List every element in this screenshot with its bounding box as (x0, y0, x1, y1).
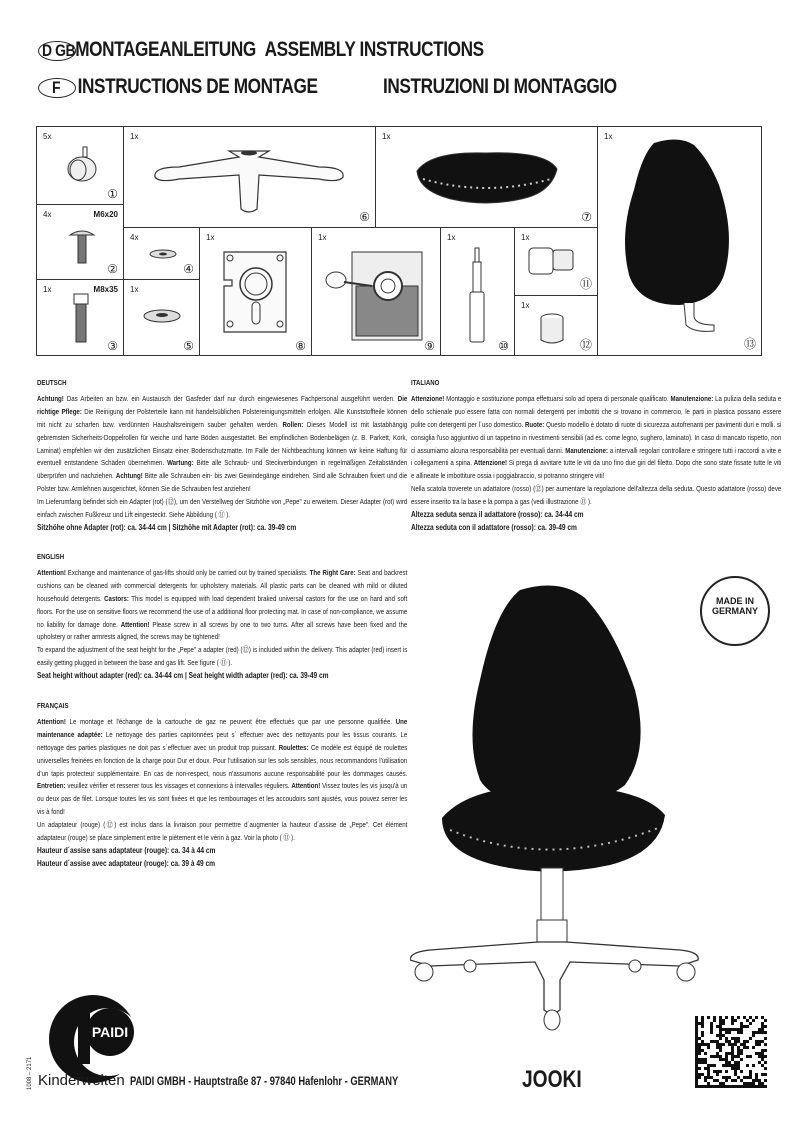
part-number: ① (107, 187, 118, 201)
bold-label: Rollen: (282, 419, 304, 429)
paragraph (411, 483, 781, 509)
body-text: La pulizia della seduta e dello schienale puo´essere fatta con normali detergenti per imbottiti che si trovano in commercio, le parti in plastica possano essere pulite con detergenti per l´uso domestico. (411, 393, 782, 429)
part-washer-large (124, 280, 200, 356)
model-name: JOOKI (522, 1066, 582, 1093)
seat-icon (411, 149, 561, 209)
part-screw-m8x35 (37, 280, 124, 356)
part-number: ⑪ (579, 277, 592, 291)
bold-label: Manutenzione: (565, 445, 609, 455)
parts-grid (36, 126, 762, 356)
part-number: ⑤ (183, 339, 194, 353)
body-text: Ce modèle est équipé de roulettes universelles freinées en fonction de la charge pour Dur et doux. Pour l'utilisation sur les sols sensibles, nous recommandons l'utilisation d'un tapis protecteur supplémentaire. En cas de non-respect, nous n'assumons aucune responsabilité pour les dommages causés. (37, 742, 408, 778)
part-number: ④ (183, 262, 194, 276)
part-qty: 1x (318, 233, 327, 242)
part-number: ⑧ (295, 339, 306, 353)
part-number: ③ (107, 339, 118, 353)
part-qty: 4x (130, 233, 139, 242)
part-backrest (598, 127, 761, 355)
part-screw-m6x20 (37, 205, 124, 280)
seat-height-spec: Seat height without adapter (red): ca. 34-44 cm | Seat height width adapter (red): ca. 39-49 cm (37, 671, 329, 681)
part-qty: 1x (206, 233, 215, 242)
body-text: Das Arbeiten an bzw. ein Austausch der Gasfeder darf nur durch eingewiesenes Fachpersonal ausgeführt werden. (63, 393, 398, 403)
body-text: Questo modello è dotato di ruote di sicurezza autofrenanti per pavimenti duri e molli. si consiglia l'uso aggiuntivo di un tappetino in rivestimenti sensibili (ad es. come legno, sughero, laminato). In caso di mancato rispetto, non ci assumiamo alcuna responsabilità per eventuali danni. (411, 419, 782, 455)
part-gas-lift (441, 228, 515, 356)
part-qty: 1x (130, 285, 139, 294)
screw-icon (67, 227, 97, 267)
bolt-icon (67, 292, 97, 344)
body-text: Le nettoyage des parties capitonnées peut s´ effectuer avec des nettoyants pour les tissus courants. Le nettoyage des parties plastiques ne doit pas s´effectuer avec un produit trop puissant. (37, 729, 408, 752)
bold-label: Achtung! (115, 471, 143, 481)
section-francais (37, 700, 407, 871)
star-base-icon (149, 137, 349, 217)
chair-backrest (473, 586, 641, 806)
caster-icon (62, 145, 102, 185)
section-italiano (411, 377, 781, 535)
body-text: To expand the adjustment of the seat height for the „Pepe" a adapter (red) (⑫) is included within the delivery. This adapter (red) insert is easily getting plugged in between the base and gas lift. See figure ( ⑪ ). (37, 645, 408, 668)
body-text: Si prega di avvitare tutte le viti da uno fino due giri del filetto. Dopo che sono state fissate tutte le viti e allineate le imbottiture ossia i poggiabraccio, si potranno stringere viti! (411, 458, 782, 481)
seat-height-spec: Sitzhöhe ohne Adapter (rot): ca. 34-44 cm | Sitzhöhe mit Adapter (rot): ca. 39-49 cm (37, 522, 297, 532)
paragraph (411, 522, 781, 535)
paidi-logo (48, 994, 138, 1084)
paragraph (37, 845, 407, 858)
bold-label: Die richtige Pflege: (37, 393, 408, 416)
lang-code-d-gb: D GB (42, 41, 76, 60)
section-heading: FRANÇAIS (37, 701, 69, 710)
logo-text: PAIDI (91, 1024, 129, 1040)
part-qty: 1x (382, 132, 391, 141)
paragraph (37, 393, 407, 496)
bold-label: Attention! (120, 619, 150, 629)
bold-label: Achtung! (37, 393, 64, 403)
body-text: Die Reinigung der Polsterteile kann mit handelsüblichen Polstereinigungsmitteln erfolgen. Alle Kunststoffteile können mit nicht zu scharfen bzw. verdünnten Haushaltsreinigern sauber gehalten werden. (37, 406, 408, 429)
body-text: a intervalli regolari controllare e stringere tutti i raccordi a vite e i collegamenti a spina. (411, 445, 782, 468)
bold-label: Attention! (37, 716, 66, 726)
company-address: PAIDI GMBH - Hauptstraße 87 - 97840 Hafenlohr - GERMANY (130, 1074, 399, 1088)
part-number: ⑩ (498, 339, 509, 353)
part-mechanism (312, 228, 441, 356)
part-number: ⑬ (743, 337, 756, 351)
part-qty: 4x (43, 210, 52, 219)
mechanism-icon (322, 246, 432, 346)
bold-label: Wartung: (167, 458, 194, 468)
bold-label: The Right Care: (309, 567, 356, 577)
part-adapter-red (515, 296, 598, 356)
paragraph (37, 858, 407, 871)
paragraph (37, 496, 407, 522)
body-text: Le montage et l'échange de la cartouche de gaz ne peuvent être effectués que par une personne qualifiée. (65, 716, 396, 726)
bold-label: Ruote: (524, 419, 545, 429)
chair-seat (442, 786, 665, 872)
part-caster (37, 127, 124, 205)
badge-line-2: GERMANY (711, 606, 758, 616)
part-seat (376, 127, 598, 228)
body-text: Vissez toutes les vis jusqu'à un ou deux pas de filet. Lorsque toutes les vis sont fixées et que les rembourrages et les accoudoirs sont ajustés, vous pouvez serrer les vis à fond! (37, 781, 408, 817)
mounting-plate-icon (220, 250, 290, 335)
seat-height-spec: Hauteur d´assise sans adaptateur (rouge): ca. 34 à 44 cm (37, 845, 216, 855)
body-text: Bitte alle Schraub- und Steckverbindungen in regelmäßigen Zeitabständen überprüfen und nachziehen. (37, 458, 408, 481)
part-spec: M6x20 (93, 210, 118, 219)
part-base (124, 127, 376, 228)
body-text: veuillez vérifier et resserer tous les vissages et connexions à intervalles réguliers. (65, 781, 292, 791)
paragraph (37, 567, 407, 644)
badge-line-1: MADE IN (716, 596, 754, 606)
part-spec: M8x35 (93, 285, 118, 294)
body-text: Im Lieferumfang befindet sich ein Adapter (rot) (⑫), um den Verstellweg der Sitzhöhe von „Pepe" zu erweitern. Dieser Adapter (rot) wird einfach zwischen Fußkreuz und Lift eingesteckt. Siehe Abbildung ( ⑪ ). (37, 497, 408, 520)
body-text: Montaggio e sostituzione pompa effettuarsi solo ad opera di personale qualificato. (444, 393, 671, 403)
part-number: ⑥ (359, 210, 370, 224)
section-heading: ENGLISH (37, 552, 65, 561)
title-de: MONTAGEANLEITUNG (75, 38, 256, 61)
document-code: 1008 – 2171 (27, 1056, 33, 1090)
paragraph (37, 716, 407, 819)
title-fr: INSTRUCTIONS DE MONTAGE (77, 75, 318, 98)
title-en: ASSEMBLY INSTRUCTIONS (264, 38, 484, 61)
washer-icon (142, 308, 182, 324)
washer-icon (148, 248, 178, 260)
bold-label: Attenzione! (411, 393, 445, 403)
data-matrix-code (695, 1016, 767, 1088)
section-heading: DEUTSCH (37, 378, 67, 387)
part-number: ⑫ (579, 338, 592, 352)
bold-label: Entretien: (37, 781, 66, 791)
brand-script: Kinderwelten (38, 1072, 125, 1089)
title-line-1 (42, 38, 484, 62)
part-number: ⑦ (581, 210, 592, 224)
part-qty: 1x (604, 132, 613, 141)
lang-code-f: F (52, 78, 61, 97)
part-qty: 1x (447, 233, 456, 242)
bold-label: Attention! (37, 567, 66, 577)
paragraph (37, 670, 407, 683)
part-mounting-plate (200, 228, 312, 356)
adapter-ring-icon (537, 312, 567, 346)
bold-label: Une maintenance adaptée: (37, 716, 408, 739)
part-adapter-sleeve (515, 228, 598, 296)
bold-label: Attenzione! (473, 458, 508, 468)
chair-illustration (410, 580, 700, 1050)
section-english (37, 551, 407, 683)
backrest-icon (614, 135, 744, 335)
paragraph (411, 509, 781, 522)
seat-height-spec: Altezza seduta con il adattatore (rosso): ca. 39-49 cm (411, 522, 577, 532)
adapter-icon (527, 242, 577, 278)
body-text: Nella scatola troverete un adattatore (rosso) (⑫) per aumentare la regolazione dell'altezza della seduta. Questo adattatore (rosso) deve essere inserito tra la base e la pompa a gas (vedi illustrazione ⑪ ). (411, 484, 782, 507)
part-qty: 5x (43, 132, 52, 141)
body-text: Please screw in all screws by one to two turns. After all screws have been fixed and the upholstery or rather armrests aligned, the screws may be tightened! (37, 619, 408, 642)
paragraph (37, 819, 407, 845)
paragraph (37, 644, 407, 670)
paragraph (37, 522, 407, 535)
seat-height-spec: Altezza seduta senza il adattatore (rosso): ca. 34-44 cm (411, 510, 584, 520)
part-number: ② (107, 262, 118, 276)
made-in-germany-badge (700, 576, 770, 646)
part-qty: 1x (130, 132, 139, 141)
bold-label: Manutenzione: (670, 393, 714, 403)
body-text: Seat and backrest cushions can be cleaned with commercial detergents for upholstery materials. All plastic parts can be cleaned with mild or diluted househould detergents. (37, 567, 408, 603)
title-it: INSTRUZIONI DI MONTAGGIO (383, 75, 617, 98)
title-line-2 (52, 75, 318, 99)
body-text: Bitte alle Schrauben ein- bis zwei Gewindegänge eindrehen. Sind alle Schrauben fixiert und die Polster bzw. Armlehnen ausgerichtet, können Sie die Schrauben fest anziehen! (37, 471, 408, 494)
bold-label: Roulettes: (278, 742, 309, 752)
seat-height-spec: Hauteur d´assise avec adaptateur (rouge): ca. 39 à 49 cm (37, 858, 216, 868)
paragraph (411, 393, 781, 483)
bold-label: Attention! (291, 781, 321, 791)
part-number: ⑨ (424, 339, 435, 353)
chair-base (410, 942, 698, 1013)
body-text: Dieses Modell ist mit lastabhängig gebremsten Sicherheits-Doppelrollen für weiche und harte Böden ausgestattet. Bei empfindlichen Bodenbelägen (z. B. Parkett, Kork, Laminat) empfehlen wir den zusätzlichen Einsatz einer Bodenschutzmatte. Im Falle der Nichtbeachtung können wir keine Haftung für eventuell entstandene Schäden übernehmen. (37, 419, 408, 468)
gas-lift-icon (467, 246, 487, 346)
part-qty: 1x (521, 233, 530, 242)
bold-label: Castors: (104, 593, 129, 603)
section-heading: ITALIANO (411, 378, 440, 387)
body-text: Exchange and maintenance of gas-lifts should only be carried out by trained specialists. (65, 567, 310, 577)
part-qty: 1x (521, 301, 530, 310)
section-deutsch (37, 377, 407, 535)
part-washer-small (124, 228, 200, 280)
body-text: This model is equipped with load dependent braked universal castors for the use on hard and soft floors. For the use on sensitive floors we recommend the use of a additional floor protecting mat. In case of non-compliance, we assume no liability for damage done. (37, 593, 408, 629)
part-qty: 1x (43, 285, 52, 294)
body-text: Un adaptateur (rouge) (⑫) est inclus dans la livraison pour permettre d´augmenter la hauteur d´assise de „Pepe". Cet élément adaptateur (rouge) se place simplement entre le piètement et le vérin à gaz. Voir la photo ( ⑪ ). (37, 820, 408, 843)
